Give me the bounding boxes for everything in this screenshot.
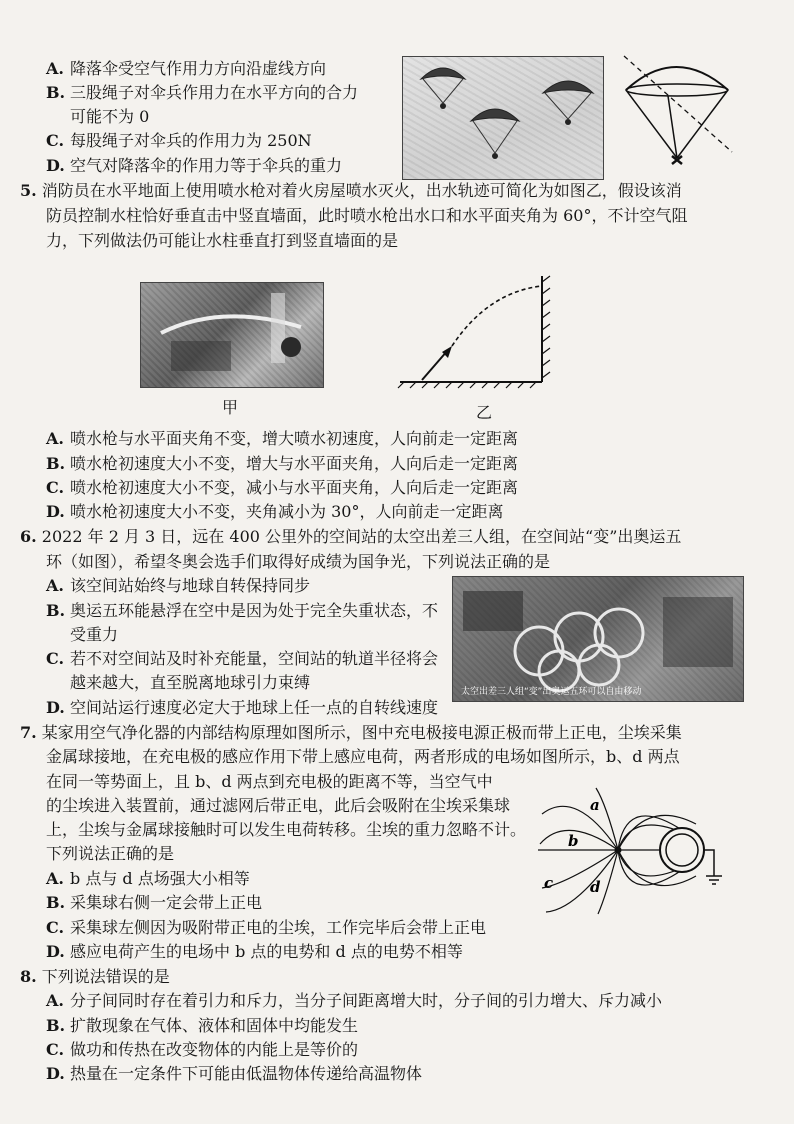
q4-option-c: [46, 130, 312, 152]
figure-label-jia: 甲: [222, 398, 239, 417]
q7-stem-6: 下列说法正确的是: [46, 844, 175, 863]
option-label: A.: [46, 991, 64, 1010]
olympic-rings-photo: [452, 576, 744, 702]
option-text: 做功和传热在改变物体的内能上是等价的: [70, 1040, 359, 1059]
parachutists-image: [403, 57, 603, 179]
q7-option-c: [46, 917, 486, 939]
option-label: C.: [46, 649, 65, 668]
charging-electrode: [615, 847, 622, 854]
option-label: B.: [46, 1016, 66, 1035]
option-text: 空气对降落伞的作用力等于伞兵的重力: [70, 156, 343, 175]
option-label: C.: [46, 131, 65, 150]
q7-stem-3: 在同一等势面上，且 b、d 两点到充电极的距离不等，当空气中: [46, 772, 493, 791]
option-text: 三股绳子对伞兵作用力在水平方向的合力: [70, 83, 359, 102]
q6-stem-2: 环（如图），希望冬奥会选手们取得好成绩为国争光，下列说法正确的是: [46, 552, 551, 571]
q4-option-b: [46, 82, 358, 104]
q5-stem-3: 力，下列做法仍可能让水柱垂直打到竖直墙面的是: [46, 231, 399, 250]
q8-option-a: [46, 990, 662, 1012]
option-label: A.: [46, 59, 64, 78]
option-text: 感应电荷产生的电场中 b 点的电势和 d 点的电势不相等: [70, 942, 463, 961]
q7-stem-5: 上，尘埃与金属球接触时可以发生电荷转移。尘埃的重力忽略不计。: [46, 820, 527, 839]
question-text: 2022 年 2 月 3 日，远在 400 公里外的空间站的太空出差三人组，在空间站“变”出奥运五: [41, 527, 682, 546]
option-text: 喷水枪初速度大小不变，减小与水平面夹角，人向后走一定距离: [70, 478, 519, 497]
q4-option-a: [46, 58, 326, 80]
q8-option-b: [46, 1015, 358, 1037]
option-text: 分子间同时存在着引力和斥力，当分子间距离增大时，分子间的引力增大、斥力减小: [70, 991, 663, 1010]
option-label: B.: [46, 454, 66, 473]
option-text: 喷水枪初速度大小不变，增大与水平面夹角，人向后走一定距离: [70, 454, 519, 473]
point-label-d: d: [590, 878, 601, 896]
canopy-arc: [626, 67, 728, 90]
question-text: 消防员在水平地面上使用喷水枪对着火房屋喷水灭火，出水轨迹可简化为如图乙，假设该消: [41, 181, 682, 200]
q5-stem-2: 防员控制水柱恰好垂直击中竖直墙面，此时喷水枪出水口和水平面夹角为 60°，不计空气阻: [46, 206, 688, 225]
ground-symbol-icon: [706, 876, 722, 884]
firefighter-image: [141, 283, 323, 387]
option-text: 喷水枪初速度大小不变，夹角减小为 30°，人向前走一定距离: [70, 502, 504, 521]
q7-stem-1: [20, 722, 682, 744]
option-text: 每股绳子对伞兵的作用力为 250N: [70, 131, 312, 150]
q8-option-c: [46, 1039, 358, 1061]
point-label-b: b: [568, 832, 579, 850]
q6-option-c: [46, 648, 438, 670]
option-label: D.: [46, 502, 65, 521]
q8-option-d: [46, 1063, 422, 1085]
q6-option-b-cont: 受重力: [70, 625, 119, 644]
q4-option-d: [46, 155, 342, 177]
question-number: 7.: [20, 723, 37, 742]
option-text: 该空间站始终与地球自转保持同步: [70, 576, 311, 595]
photo-caption: 太空出差三人组“变”出奥运五环可以自由移动: [461, 687, 642, 697]
option-text: 若不对空间站及时补充能量，空间站的轨道半径将会: [70, 649, 439, 668]
space-station-image: [453, 577, 743, 701]
option-text: 采集球左侧因为吸附带正电的尘埃，工作完毕后会带上正电: [70, 918, 487, 937]
q7-option-b: [46, 892, 262, 914]
q4-option-b-cont: 可能不为 0: [70, 107, 150, 126]
q7-option-a: [46, 868, 250, 890]
q5-option-c: [46, 477, 518, 499]
point-label-c: c: [544, 874, 554, 892]
option-label: D.: [46, 698, 65, 717]
option-label: C.: [46, 478, 65, 497]
q5-option-b: [46, 453, 518, 475]
question-text: 下列说法错误的是: [41, 967, 170, 986]
dashed-line: [624, 56, 732, 152]
q7-option-d: [46, 941, 463, 963]
option-text: 扩散现象在气体、液体和固体中均能发生: [70, 1016, 359, 1035]
option-label: D.: [46, 156, 65, 175]
option-label: D.: [46, 942, 65, 961]
question-text: 某家用空气净化器的内部结构原理如图所示，图中充电极接电源正极而带上正电，尘埃采集: [41, 723, 682, 742]
option-text: 空间站运行速度必定大于地球上任一点的自转线速度: [70, 698, 439, 717]
parachute-force-diagram: [618, 54, 738, 172]
q5-option-a: [46, 428, 518, 450]
q5-stem-1: [20, 180, 682, 202]
option-text: 降落伞受空气作用力方向沿虚线方向: [70, 59, 327, 78]
point-label-a: a: [590, 796, 600, 814]
q6-option-c-cont: 越来越大，直至脱离地球引力束缚: [70, 673, 311, 692]
option-label: B.: [46, 83, 66, 102]
option-text: b 点与 d 点场强大小相等: [70, 869, 250, 888]
option-label: A.: [46, 576, 64, 595]
option-label: B.: [46, 601, 66, 620]
option-label: A.: [46, 429, 64, 448]
question-number: 5.: [20, 181, 37, 200]
q7-stem-2: 金属球接地，在充电极的感应作用下带上感应电荷，两者形成的电场如图所示，b、d 两点: [46, 747, 680, 766]
nozzle-line: [422, 350, 448, 380]
question-number: 6.: [20, 527, 37, 546]
option-label: B.: [46, 893, 66, 912]
option-text: 喷水枪与水平面夹角不变，增大喷水初速度，人向前走一定距离: [70, 429, 519, 448]
ground-wire: [704, 850, 714, 876]
water-trajectory-diagram: [396, 274, 560, 390]
question-number: 8.: [20, 967, 37, 986]
wall-hatch: [542, 276, 550, 378]
q6-option-d: [46, 697, 438, 719]
trajectory-curve: [452, 286, 542, 346]
q6-stem-1: [20, 526, 681, 548]
q7-stem-4: 的尘埃进入装置前，通过滤网后带正电，此后会吸附在尘埃采集球: [46, 796, 511, 815]
option-text: 热量在一定条件下可能由低温物体传递给高温物体: [70, 1064, 423, 1083]
q5-option-d: [46, 501, 503, 523]
option-label: C.: [46, 918, 65, 937]
option-label: A.: [46, 869, 64, 888]
option-label: C.: [46, 1040, 65, 1059]
option-text: 奥运五环能悬浮在空中是因为处于完全失重状态，不: [70, 601, 439, 620]
q6-option-b: [46, 600, 438, 622]
q8-stem: [20, 966, 170, 988]
option-label: D.: [46, 1064, 65, 1083]
canopy-rim: [626, 84, 728, 96]
option-text: 采集球右侧一定会带上正电: [70, 893, 263, 912]
figure-label-yi: 乙: [476, 403, 493, 422]
electric-field-diagram: [536, 784, 736, 918]
q6-option-a: [46, 575, 310, 597]
firefighter-photo: [140, 282, 324, 388]
parachute-photo: [402, 56, 604, 180]
